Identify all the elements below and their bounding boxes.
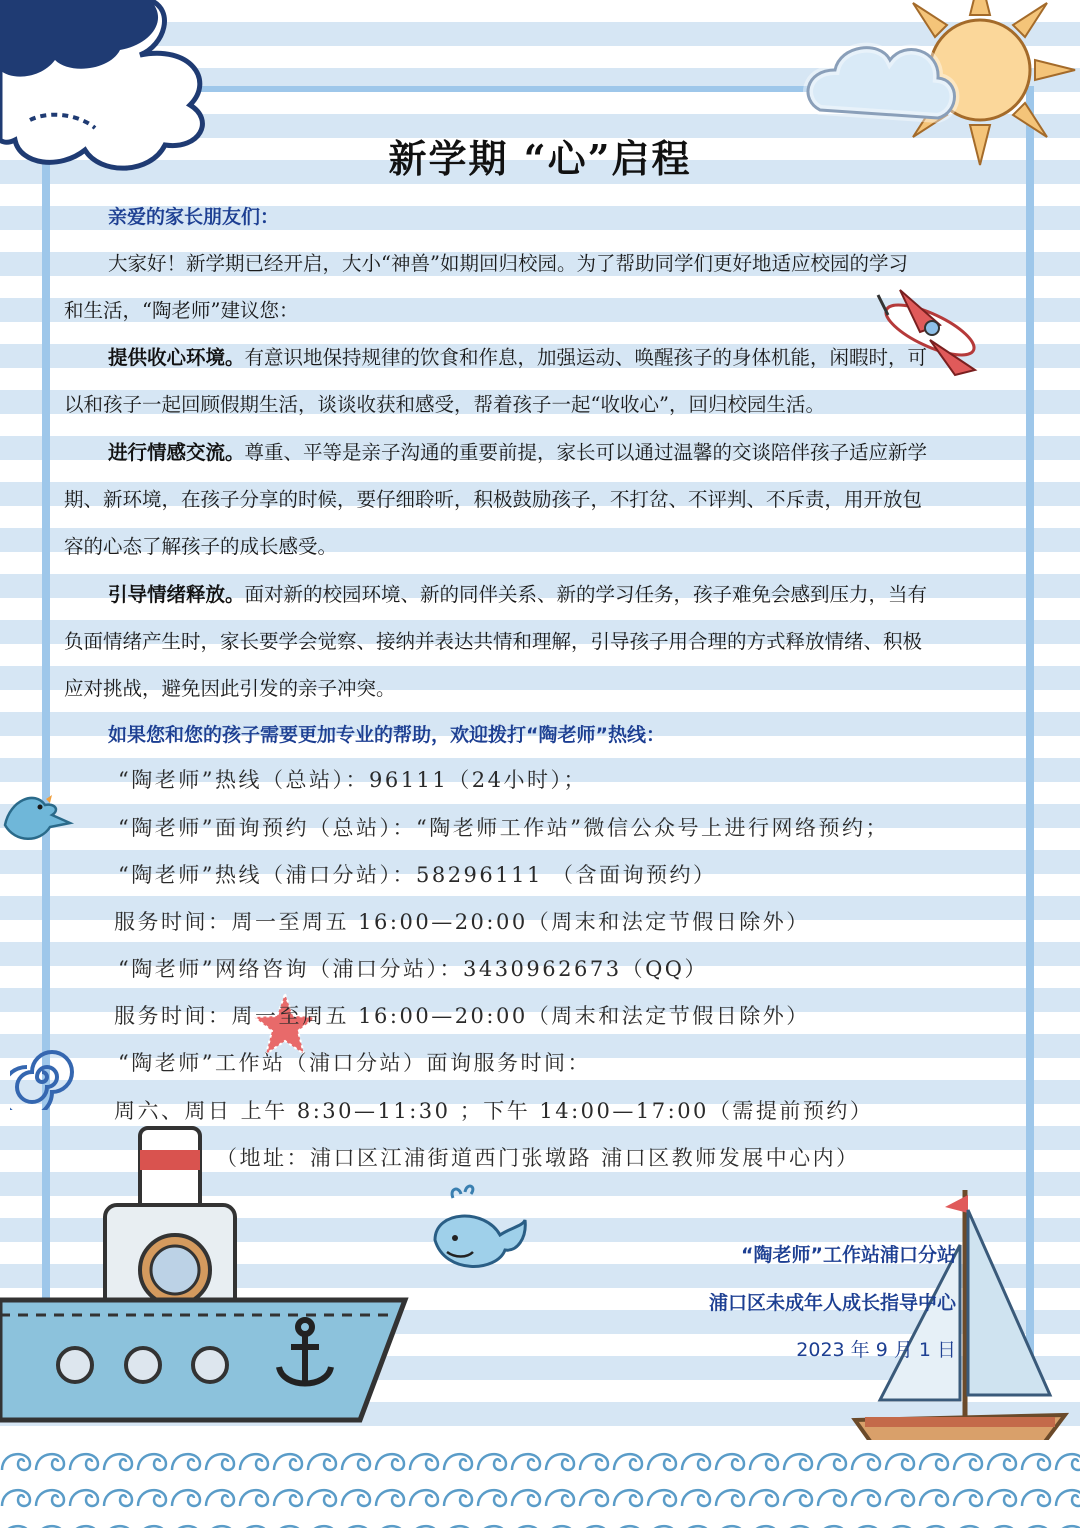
section-2-line-3: 容的心态了解孩子的成长感受。 xyxy=(64,535,338,558)
airplane-icon xyxy=(860,270,1010,390)
hotline-item: “陶老师”热线（浦口分站）：58296111 （含面询预约） xyxy=(118,863,717,887)
hotline-item: （地址：浦口区江浦街道西门张墩路 浦口区教师发展中心内） xyxy=(216,1146,860,1170)
signature-date: 2023 年 9 月 1 日 xyxy=(796,1339,956,1361)
signature-org-1: “陶老师”工作站浦口分站 xyxy=(741,1244,956,1266)
section-2-heading: 进行情感交流。 xyxy=(108,441,245,464)
section-1-line-2: 以和孩子一起回顾假期生活，谈谈收获和感受，帮着孩子一起“收收心”，回归校园生活。 xyxy=(64,393,825,416)
section-3-line-1 xyxy=(108,579,1064,607)
section-2-text-1: 尊重、平等是亲子沟通的重要前提，家长可以通过温馨的交谈陪伴孩子适应新学 xyxy=(244,441,928,464)
help-heading: 如果您和您的孩子需要更加专业的帮助，欢迎拨打“陶老师”热线： xyxy=(108,724,665,746)
section-3-text-1: 面对新的校园环境、新的同伴关系、新的学习任务，孩子难免会感到压力，当有 xyxy=(244,583,928,606)
waves-border xyxy=(0,1440,1080,1534)
section-1-line-1 xyxy=(108,342,1064,370)
spiral-icon xyxy=(10,1045,75,1110)
section-1-heading: 提供收心环境。 xyxy=(108,346,245,369)
hotline-item: 服务时间：周一至周五 16:00—20:00（周末和法定节假日除外） xyxy=(114,1004,810,1028)
page-title: 新学期 “心”启程 xyxy=(388,136,692,181)
hotline-item: 周六、周日 上午 8:30—11:30 ；下午 14:00—17:00（需提前预约） xyxy=(114,1099,874,1123)
hotline-item: “陶老师”网络咨询（浦口分站）：3430962673（QQ） xyxy=(118,957,709,981)
sailboat-icon xyxy=(850,1185,1070,1475)
greeting: 亲爱的家长朋友们： xyxy=(108,206,280,228)
signature-org-2: 浦口区未成年人成长指导中心 xyxy=(708,1292,956,1314)
hotline-item: 服务时间：周一至周五 16:00—20:00（周末和法定节假日除外） xyxy=(114,910,810,934)
section-2-line-2: 期、新环境，在孩子分享的时候，要仔细聆听，积极鼓励孩子，不打岔、不评判、不斥责，用开放包 xyxy=(64,488,923,511)
bird-icon xyxy=(0,785,75,850)
hotline-item: “陶老师”工作站（浦口分站）面询服务时间： xyxy=(118,1051,591,1075)
section-2-line-1 xyxy=(108,437,1064,465)
section-3-line-2: 负面情绪产生时，家长要学会觉察、接纳并表达共情和理解，引导孩子用合理的方式释放情绪、积极 xyxy=(64,630,923,653)
hotline-item: “陶老师”面询预约（总站）：“陶老师工作站”微信公众号上进行网络预约； xyxy=(118,816,889,840)
intro-line-1: 大家好！新学期已经开启，大小“神兽”如期回归校园。为了帮助同学们更好地适应校园的学习 xyxy=(108,252,908,275)
section-3-heading: 引导情绪释放。 xyxy=(108,583,245,606)
intro-line-2: 和生活，“陶老师”建议您： xyxy=(64,299,299,322)
hotline-item: “陶老师”热线（总站）：96111（24小时）； xyxy=(118,768,587,792)
section-1-text-1: 有意识地保持规律的饮食和作息，加强运动、唤醒孩子的身体机能，闲暇时，可 xyxy=(244,346,928,369)
section-3-line-3: 应对挑战，避免因此引发的亲子冲突。 xyxy=(64,677,396,700)
whale-icon xyxy=(425,1180,535,1290)
